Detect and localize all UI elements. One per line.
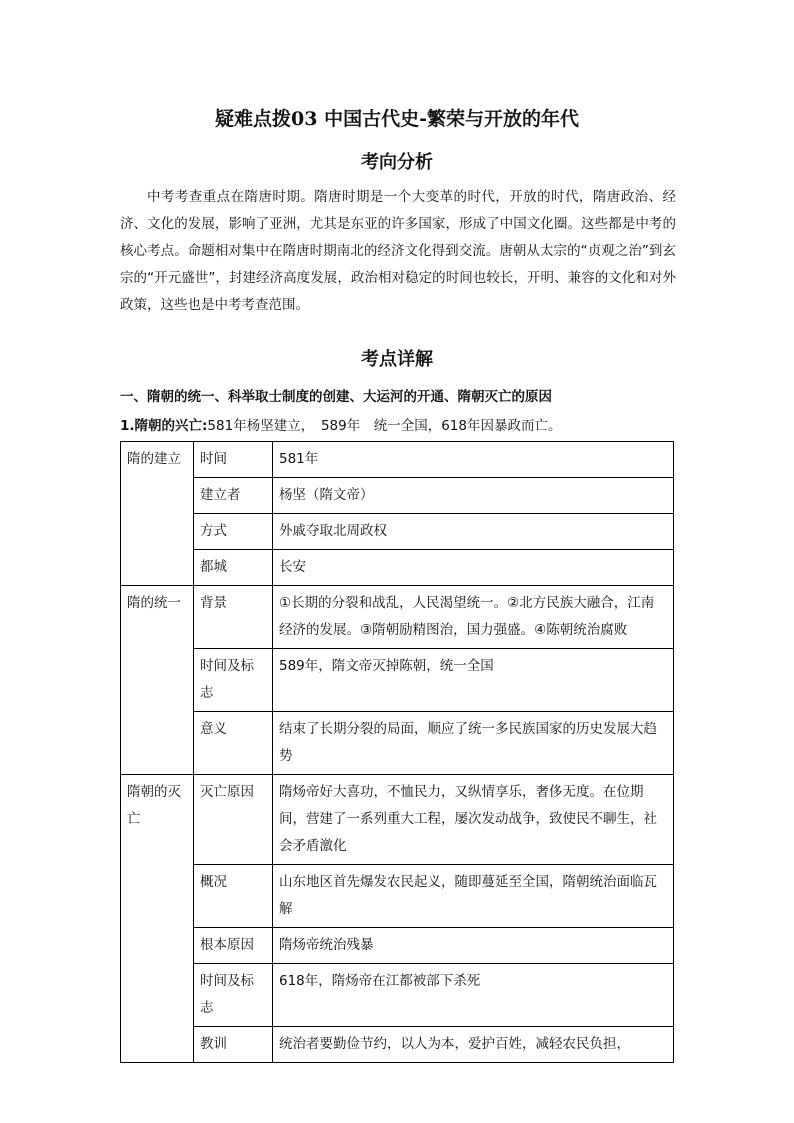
table-row xyxy=(121,514,674,550)
table-row xyxy=(121,964,674,1027)
value-cell: 长安 xyxy=(273,550,674,586)
key-cell: 概况 xyxy=(194,865,273,928)
analysis-paragraph: 中考考查重点在隋唐时期。隋唐时期是一个大变革的时代，开放的时代，隋唐政治、经济、文化的发展，影响了亚洲，尤其是东亚的许多国家，形成了中国文化圈。这些都是中考的核心考点。命题相对集中在隋唐时期南北的经济文化得到交流。唐朝从太宗的“贞观之治”到玄宗的“开元盛世”，封建经济高度发展，政治相对稳定的时间也较长，开明、兼容的文化和对外政策，这些也是中考考查范围。 xyxy=(120,189,676,313)
value-cell: 589年，隋文帝灭掉陈朝，统一全国 xyxy=(273,649,674,712)
table-row xyxy=(121,442,674,478)
table-row xyxy=(121,586,674,649)
document-title: 疑难点拨03 中国古代史-繁荣与开放的年代 xyxy=(215,108,579,130)
value-cell: 山东地区首先爆发农民起义，随即蔓延至全国，隋朝统治面临瓦解 xyxy=(273,865,674,928)
table-row xyxy=(121,478,674,514)
value-cell: 隋炀帝好大喜功，不恤民力，又纵情享乐，奢侈无度。在位期间，营建了一系列重大工程，屡次发动战争，致使民不聊生，社会矛盾激化 xyxy=(273,775,674,865)
value-cell: ①长期的分裂和战乱，人民渴望统一。②北方民族大融合，江南经济的发展。③隋朝励精图治，国力强盛。④陈朝统治腐败 xyxy=(273,586,674,649)
value-cell: 隋炀帝统治残暴 xyxy=(273,928,674,964)
value-cell: 618年，隋炀帝在江都被部下杀死 xyxy=(273,964,674,1027)
sui-intro-text: 581年杨坚建立， 589年 统一全国，618年因暴政而亡。 xyxy=(207,418,562,434)
group-cell: 隋朝的灭亡 xyxy=(121,775,194,1063)
key-cell: 建立者 xyxy=(194,478,273,514)
value-cell: 结束了长期分裂的局面，顺应了统一多民族国家的历史发展大趋势 xyxy=(273,712,674,775)
table-row xyxy=(121,550,674,586)
key-cell: 灭亡原因 xyxy=(194,775,273,865)
value-cell: 统治者要勤俭节约，以人为本，爱护百姓，减轻农民负担， xyxy=(273,1027,674,1063)
key-cell: 时间及标志 xyxy=(194,649,273,712)
key-cell: 方式 xyxy=(194,514,273,550)
sui-dynasty-table xyxy=(120,441,674,1063)
section-heading-details: 考点详解 xyxy=(361,349,433,370)
group-cell: 隋的建立 xyxy=(121,442,194,586)
key-cell: 时间 xyxy=(194,442,273,478)
table-row xyxy=(121,865,674,928)
table-row xyxy=(121,775,674,865)
section-heading-analysis: 考向分析 xyxy=(361,152,433,173)
value-cell: 外戚夺取北周政权 xyxy=(273,514,674,550)
table-row xyxy=(121,649,674,712)
key-cell: 时间及标志 xyxy=(194,964,273,1027)
value-cell: 杨坚（隋文帝） xyxy=(273,478,674,514)
table-row xyxy=(121,928,674,964)
sui-intro-line xyxy=(120,414,561,434)
key-cell: 背景 xyxy=(194,586,273,649)
key-cell: 意义 xyxy=(194,712,273,775)
table-row xyxy=(121,1027,674,1063)
value-cell: 581年 xyxy=(273,442,674,478)
key-cell: 教训 xyxy=(194,1027,273,1063)
key-cell: 根本原因 xyxy=(194,928,273,964)
key-cell: 都城 xyxy=(194,550,273,586)
subsection-heading: 一、隋朝的统一、科举取士制度的创建、大运河的开通、隋朝灭亡的原因 xyxy=(120,389,552,405)
sui-intro-label: 1.隋朝的兴亡: xyxy=(120,418,208,434)
group-cell: 隋的统一 xyxy=(121,586,194,775)
table-row xyxy=(121,712,674,775)
